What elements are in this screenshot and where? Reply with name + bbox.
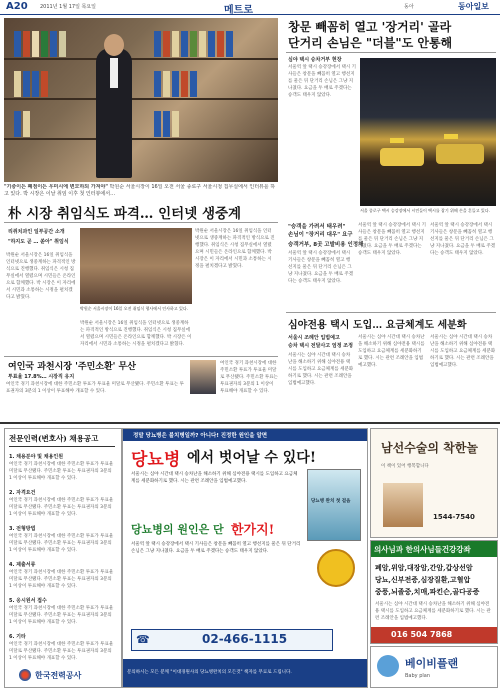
diabetes-intro: 서울시는 심야 시간대 택시 승차난을 해소하기 위해 심야전용 택시를 도입하고 요금체계를 세분화하기로 했다. 시는 관련 조례안을 입법예고했다. xyxy=(131,472,298,484)
kepco-logo-icon xyxy=(19,669,31,681)
recruit-item-6: 6. 기타 xyxy=(9,634,26,640)
story1-column1: 박원순 서울시장은 16일 취임식을 인터넷으로 생중계하는 파격적인 방식으로 진행했다. 취임식은 시청 집무실에서 열렸으며 시민들은 온라인으로 함께했다. 박 시장은 이 자리에서 시민과 소통하는 시정을 펼치겠다고 밝혔다. xyxy=(6,253,76,300)
book-illustration xyxy=(383,483,423,527)
issue-date: 2011년 1월 17일 목요일 xyxy=(40,4,97,10)
recruit-detail-1: 여인국 경기 과천시장에 대한 주민소환 투표가 투표율 미달로 무산됐다. 주민소환 투표는 투표권자의 3분의 1 이상이 투표해야 개표할 수 있다. xyxy=(9,462,114,481)
book-ad-sub: 이 책이 있어 행복합니다 xyxy=(381,464,429,469)
story4-subhead: 투표율 17.8%… 시장직 유지 xyxy=(8,374,75,380)
book-ad-title: 남선수술의 착한놀 xyxy=(381,441,478,455)
footer-text: 문의하시는 모든 분께 "이대경원사의 당뇨병완치의 모든것" 책자를 무료로 드립니다. xyxy=(127,670,292,675)
story4-headline: 여인국 과천시장 '주민소환' 무산 xyxy=(8,362,136,372)
recruit-title: 전문인력(변호사) 채용공고 xyxy=(9,434,99,443)
recruit-detail-6: 여인국 경기 과천시장에 대한 주민소환 투표가 투표율 미달로 무산됐다. 주민소환 투표는 투표권자의 3분의 1 이상이 투표해야 개표할 수 있다. xyxy=(9,642,114,661)
recruit-ad xyxy=(4,428,122,688)
recruit-item-4: 4. 제출서류 xyxy=(9,562,36,568)
story1-subhead2: "하지도 곧 … 쏟아" 취임식 xyxy=(8,239,69,245)
taxi-roof-light-2 xyxy=(444,134,458,139)
clinic-line-3: 중풍,뇌졸중,치매,파킨슨,골다공증 xyxy=(375,587,480,596)
babyplan-logo-icon xyxy=(377,655,399,677)
diabetes-body: 서울역 앞 택시 승강장에서 택시 기사들은 창문을 빼꼼히 열고 행선지를 물은 뒤 단거리 손님은 그냥 지나쳤다. 요금을 두 배로 주겠다는 승객도 태우지 않았다. xyxy=(131,542,301,554)
photo-caption xyxy=(4,184,278,198)
clinic-title-bar xyxy=(371,541,497,557)
mayor-shirt xyxy=(110,58,118,88)
phone-icon: ☎ xyxy=(136,633,150,646)
recruit-detail-3: 여인국 경기 과천시장에 대한 주민소환 투표가 투표율 미달로 무산됐다. 주민소환 투표는 투표권자의 3분의 1 이상이 투표해야 개표할 수 있다. xyxy=(9,534,114,553)
diabetes-ad xyxy=(122,428,368,688)
diabetes-footer xyxy=(123,659,367,687)
babyplan-ad xyxy=(370,646,498,688)
recruit-detail-5: 여인국 경기 과천시장에 대한 주민소환 투표가 투표율 미달로 무산됐다. 주민소환 투표는 투표권자의 3분의 1 이상이 투표해야 개표할 수 있다. xyxy=(9,606,114,625)
publisher-right: 동아 xyxy=(404,4,414,10)
story2-minihead-2: 손님이 "장거리 대우" 요구 xyxy=(288,232,353,238)
story1-subhead1: 리쥐치과인 일부공간 소개 xyxy=(8,229,65,235)
babyplan-sub: Baby plan xyxy=(405,673,431,679)
story2-minihead-1: "승객을 가려서 태우려" xyxy=(288,224,346,230)
clinic-body: 서울시는 심야 시간대 택시 승차난을 해소하기 위해 심야전용 택시를 도입하고 요금체계를 세분화하기로 했다. 시는 관련 조례안을 입법예고했다. xyxy=(375,602,491,621)
story2-column3: 서울역 앞 택시 승강장에서 택시 기사들은 창문을 빼꼼히 열고 행선지를 물은 뒤 단거리 손님은 그냥 지나쳤다. 요금을 두 배로 주겠다는 승객도 태우지 않았다. xyxy=(358,223,426,256)
taxi-stand-photo xyxy=(360,58,496,206)
clinic-line-2: 당뇨,신부전증,심장질환,고혈압 xyxy=(375,575,471,584)
mayor-head xyxy=(104,34,124,56)
recruit-detail-4: 여인국 경기 과천시장에 대한 주민소환 투표가 투표율 미달로 무산됐다. 주민소환 투표는 투표권자의 3분의 1 이상이 투표해야 개표할 수 있다. xyxy=(9,570,114,589)
babyplan-title: 베이비플랜 xyxy=(405,657,459,670)
book-cover-title: 당뇨병 완치 첫 걸음 xyxy=(311,499,351,504)
story2-minihead-3: 승객거부, 8곳 고발비용 인정해 xyxy=(288,242,364,248)
page-header xyxy=(0,0,500,15)
story2-column4: 서울역 앞 택시 승강장에서 택시 기사들은 창문을 빼꼼히 열고 행선지를 물은 뒤 단거리 손님은 그냥 지나쳤다. 요금을 두 배로 주겠다는 승객도 태우지 않았다. xyxy=(430,223,496,256)
story3-column1: 서울시는 심야 시간대 택시 승차난을 해소하기 위해 심야전용 택시를 도입하고 요금체계를 세분화하기로 했다. 시는 관련 조례안을 입법예고했다. xyxy=(288,353,354,386)
inauguration-photo xyxy=(80,228,192,304)
photo2-caption: 박원순 서울시장이 16일 오전 취임식 행사에서 인사하고 있다. xyxy=(80,306,188,311)
taxi-body-2 xyxy=(436,144,484,164)
recruit-detail-2: 여인국 경기 과천시장에 대한 주민소환 투표가 투표율 미달로 무산됐다. 주민소환 투표는 투표권자의 3분의 1 이상이 투표해야 개표할 수 있다. xyxy=(9,498,114,517)
taxi-body xyxy=(380,148,424,166)
mayor-yeo-portrait xyxy=(190,360,216,394)
story3-column2: 서울시는 심야 시간대 택시 승차난을 해소하기 위해 심야전용 택시를 도입하고 요금체계를 세분화하기로 했다. 시는 관련 조례안을 입법예고했다. xyxy=(358,335,425,368)
taxi-photo-caption: 서울 종로구 택시 승강장에서 시민들이 택시를 잡기 위해 손을 흔들고 있다. xyxy=(360,208,490,213)
diabetes-headline-a: 당뇨병 xyxy=(131,450,181,470)
page-number: A20 xyxy=(6,1,28,12)
story2-column1: 서울역 앞 택시 승강장에서 택시 기사들은 창문을 빼꼼히 열고 행선지를 물은 뒤 단거리 손님은 그냥 지나쳤다. 요금을 두 배로 주겠다는 승객도 태우지 않았다. xyxy=(288,65,356,98)
story1-headline: 朴 시장 취임식도 파격… 인터넷 생중계 xyxy=(8,206,242,222)
book-ad xyxy=(370,428,498,538)
book-ad-phone: 1544-7540 xyxy=(433,513,475,521)
mayor-office-photo xyxy=(4,18,278,182)
recruit-item-1: 1. 채용분야 및 채용인원 xyxy=(9,454,64,460)
clinic-line-1: 폐암,위암,대장암,간암,갑상선암 xyxy=(375,563,473,572)
recruit-item-5: 5. 응시원서 접수 xyxy=(9,598,47,604)
diabetes-phone-box xyxy=(131,629,333,651)
story1-column2: 박원순 서울시장은 16일 취임식을 인터넷으로 생중계하는 파격적인 방식으로 진행했다. 취임식은 시청 집무실에서 열렸으며 시민들은 온라인으로 함께했다. 박 시장은 이 자리에서 시민과 소통하는 시정을 펼치겠다고 밝혔다. xyxy=(195,229,275,269)
taxi-roof-light xyxy=(390,138,404,143)
story2-column2: 서울역 앞 택시 승강장에서 택시 기사들은 창문을 빼꼼히 열고 행선지를 물은 뒤 단거리 손님은 그냥 지나쳤다. 요금을 두 배로 주겠다는 승객도 태우지 않았다. xyxy=(288,251,354,284)
diabetes-phone: 02-466-1115 xyxy=(202,632,288,646)
diabetes-headline-b: 에서 벗어날 수 있다! xyxy=(187,450,316,466)
clinic-phone: 016 504 7868 xyxy=(391,630,453,639)
story4-text: 여인국 경기 과천시장에 대한 주민소환 투표가 투표율 미달로 무산됐다. 주민소환 투표는 투표권자의 3분의 1 이상이 투표해야 개표할 수 있다. xyxy=(6,382,185,394)
recruit-item-2: 2. 자격요건 xyxy=(9,490,36,496)
section-title: 메트로 xyxy=(224,5,253,16)
story4-text2: 여인국 경기 과천시장에 대한 주민소환 투표가 투표율 미달로 무산됐다. 주민소환 투표는 투표권자의 3분의 1 이상이 투표해야 개표할 수 있다. xyxy=(220,361,278,394)
diabetes-banner xyxy=(123,429,367,441)
story3-subhead2: 승차 택시 전달사고 엄정 조정 xyxy=(288,343,353,349)
caption-quote: "기증이든 폐점이든 우미시에 변모하되 가져야" xyxy=(4,184,108,190)
recruit-org: 한국전력공사 xyxy=(35,670,82,680)
clinic-ad xyxy=(370,540,498,644)
story2-headline-2: 단거리 손님은 "더블"도 안통해 xyxy=(288,36,453,50)
story2-headline-1: 창문 빼꼼히 열고 '장거리' 골라 xyxy=(288,20,452,34)
caption-text: 박원순 서울시장이 16일 오전 서울 종로구 서울시청 집무실에서 인터뷰를 하고 있다. 박 시장은 이날 취임 이후 첫 인터뷰에서… xyxy=(4,184,276,197)
diabetes-sub-a: 당뇨병의 원인은 단 xyxy=(131,523,224,536)
story1-column3: 박원순 서울시장은 16일 취임식을 인터넷으로 생중계하는 파격적인 방식으로 진행했다. 취임식은 시청 집무실에서 열렸으며 시민들은 온라인으로 함께했다. 박 시장은 이 자리에서 시민과 소통하는 시정을 펼치겠다고 밝혔다. xyxy=(80,321,192,347)
recruit-item-3: 3. 전형방법 xyxy=(9,526,36,532)
clinic-title: 의사님과 한의사님들건강강좌 xyxy=(374,545,471,554)
story2-subhead: 심야 택시 승차거부 현장 xyxy=(288,57,342,63)
clinic-phone-bar xyxy=(371,627,497,643)
book-cover xyxy=(307,469,361,541)
story3-subhead1: 서울시 조례안 입법예고 xyxy=(288,335,340,341)
story3-column3: 서울시는 심야 시간대 택시 승차난을 해소하기 위해 심야전용 택시를 도입하고 요금체계를 세분화하기로 했다. 시는 관련 조례안을 입법예고했다. xyxy=(430,335,496,368)
newspaper-logo: 동아일보 xyxy=(458,2,489,11)
story3-headline: 심야전용 택시 도입… 요금체계도 세분화 xyxy=(288,320,467,331)
diabetes-seal-icon xyxy=(317,549,355,587)
diabetes-sub-b: 한가지! xyxy=(231,523,275,538)
banner-text: 정말 당뇨병은 불치병일까? 아니다! 진정한 원인을 알면 xyxy=(133,433,268,439)
